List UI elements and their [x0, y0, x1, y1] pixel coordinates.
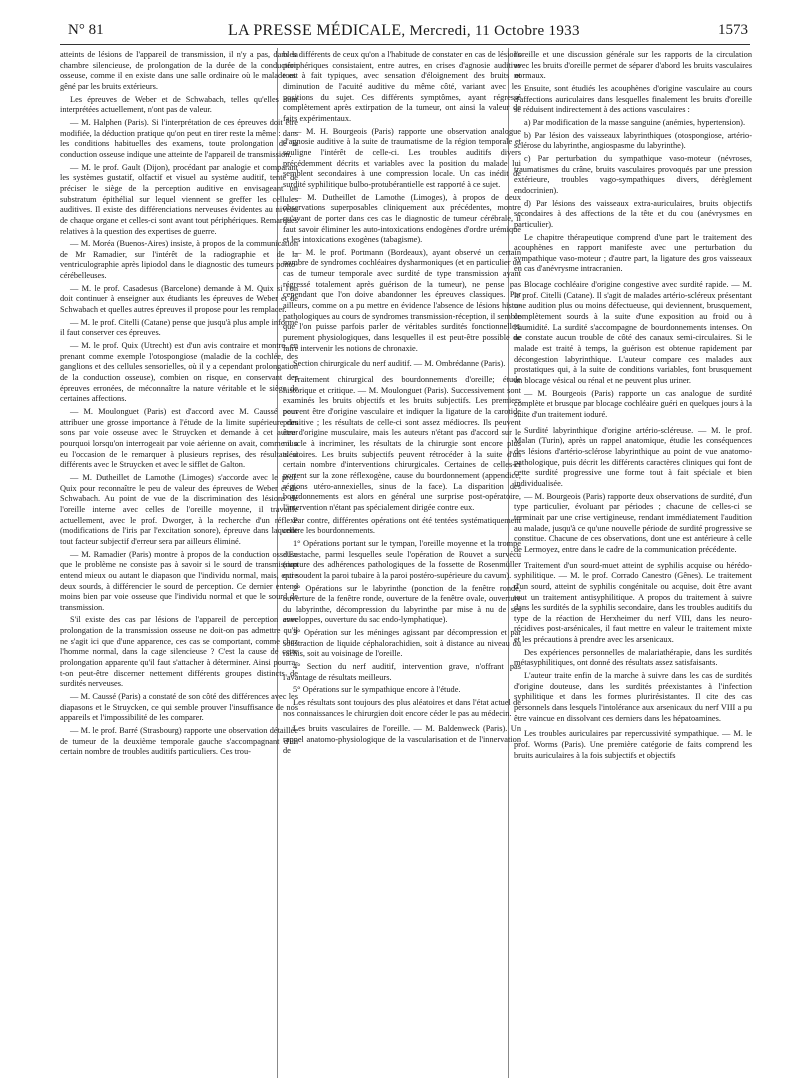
paragraph: L'auteur traite enfin de la marche à suivre dans les cas de surdités d'origine douteuse, dans les surdités préexistantes à l'infection syphilitique et dans les formes plurirésistantes. Il cite des cas personnels dans lesquels l'intolérance aux arsenicaux du nerf VIII a pu être vaincue en dissolvant ces derniers dans les hépatoamines. — [514, 671, 752, 723]
section-paragraph: Les troubles auriculaires par repercussivité sympathique. — M. le prof. Worms (Paris). Une première catégorie de faits comprend les bruits auriculaires à la fois subjectifs et objectifs — [514, 729, 752, 760]
text-column-2 — [283, 50, 521, 1080]
journal-title: LA PRESSE MÉDICALE — [228, 22, 402, 39]
section-paragraph: Les bruits vasculaires de l'oreille. — M. Baldenweck (Paris). Un rappel anatomo-physiologique de la vascularisation et de l'innervation de — [283, 724, 521, 755]
paragraph: — M. le prof. Casadesus (Barcelone) demande à M. Quix si l'on doit continuer à enseigner aux étudiants les épreuves de Weber et de Schwabach et quelles autres épreuves il propose pour les remplacer. — [60, 283, 298, 315]
paragraph: Des expériences personnelles de malariathérapie, dans les surdités métasyphilitiques, ont donné des résultats assez satisfaisants. — [514, 647, 752, 668]
paragraph: — M. le prof. Citelli (Catane) pense que jusqu'à plus ample informé il faut conserver ces épreuves. — [60, 317, 298, 338]
paragraph: Les épreuves de Weber et de Schwabach, telles qu'elles sont interprétées actuellement, n'ont pas de valeur. — [60, 94, 298, 115]
text-column-3 — [514, 50, 752, 1080]
list-item: 5° Opérations sur le sympathique encore à l'étude. — [293, 685, 461, 695]
paragraph: — M. Dutheillet de Lamothe (Limoges), à propos de deux observations superposables cliniquement aux précédentes, montre qu'avant de porter dans ces cas le diagnostic de tumeur cérébrale, il faut savoir éliminer les auto-intoxications endogènes d'ordre urémique et les intoxications exogènes (tabagisme). — [283, 192, 521, 245]
section-paragraph: Surdité labyrinthique d'origine artério-scléreuse. — M. le prof. Malan (Turin), après un rappel anatomique, étudie les conséquences des lésions d'artério-sclérose labyrinthique au point de vue anatomo-pathologique, puis décrit les différents caractères cliniques qui font de cette surdité progressive une forme tout à fait spéciale et bien individualisée. — [514, 425, 752, 488]
paragraph: — M. Bourgeois (Paris) rapporte un cas analogue de surdité complète et brusque par blocage cochléaire guéri en quelques jours à la suite d'un traitement ioduré. — [514, 388, 752, 419]
section-paragraph: Section chirurgicale du nerf auditif. — M. Ombrédanne (Paris). — [293, 359, 506, 369]
paragraph: — M. le prof. Barré (Strasbourg) rapporte une observation détaillée de tumeur de la deuxième temporale gauche s'accompagnant d'un certain nombre de troubles auditifs particuliers. Ces trou- — [60, 726, 298, 757]
section-paragraph: Blocage cochléaire d'origine congestive avec surdité rapide. — M. le prof. Citelli (Catane). Il s'agit de malades artério-scléreux présentant une audition plus ou moins défectueuse, qui deviennent, brusquement, complètement sourds à la suite d'une exposition au froid ou à l'humidité. La surdité s'accompagne de bourdonnements intenses. On ne constate aucun trouble de côté des canaux semi-circulaires. Si le malade est traité à temps, la guérison est obtenue rapidement par décongestion labyrinthique. L'auteur compare ces malades aux prostatiques qui, à la suite de conditions variables, font brusquement un blocage vésical ou rénal et ne peuvent plus uriner. — [514, 280, 752, 386]
paragraph: S'il existe des cas par lésions de l'appareil de perception avec prolongation de la transmission osseuse ne doit-on pas admettre qu'il ne s'agit ici que d'une apparence, ces cas se comportant, comme chez l'homme normal, dans la cage silencieuse ? C'est la cause de cette prolongation apparente qu'il faut s'attacher à déterminer. Ainsi pourra-t-on peut-être discerner nettement différents groupes distincts de surdités nerveuses. — [60, 615, 298, 689]
text-column-1 — [60, 50, 298, 1080]
paragraph: Ensuite, sont étudiés les acouphènes d'origine vasculaire au cours d'affections auriculaires dans lesquelles finalement les bruits d'oreille se réduisent indirectement à des actions vasculaires : — [514, 83, 752, 115]
paragraph: atteints de lésions de l'appareil de transmission, il n'y a pas, dans la chambre silencieuse, de prolongation de la durée de la conduction osseuse, comme il en existe dans une salle ordinaire où le malade est gêné par les bruits extérieurs. — [60, 50, 298, 91]
paragraph: — M. le prof. Gault (Dijon), procédant par analogie et comparant les systèmes gustatif, olfactif et visuel au système auditif, tente de préciser le siège de la perception auditive en envisageant un substratum épithélial sur lequel viennent se greffer les cellules auditives. Il existe des différenciations nerveuses évidentes au niveau de chaque organe et celles-ci sont avant tout périphériques. Remarques relatives à la question des expertises de guerre. — [60, 162, 298, 236]
list-item: b) Par lésion des vaisseaux labyrinthiques (otospongiose, artério-sclérose du labyrinthe, angiospasme du labyrinthe). — [514, 130, 752, 151]
list-item: 3° Opération sur les méninges agissant par décompression et par soustraction de liquide céphalorachidien, soit à distance au niveau du rachis, soit au voisinage de l'oreille. — [283, 628, 521, 659]
paragraph: Les résultats sont toujours des plus aléatoires et dans l'état actuel de nos connaissances le chirurgien doit encore céder le pas au médecin. — [283, 698, 521, 718]
page-number: 1573 — [718, 22, 748, 38]
paragraph: — M. le prof. Quix (Utrecht) est d'un avis contraire et montre, en prenant comme exemple l'otospongiose (maladie de la cochlée, des ganglions et des cellules sensorielles, où il y a cependant prolongation de la conduction osseuse), combien on risque, en conservant des épreuves erronées, de méconnaître la nature véritable et le siège de certaines affections. — [60, 341, 298, 404]
paragraph: — M. Caussé (Paris) a constaté de son côté des différences avec les diapasons et le Struycken, ce qui semble prouver l'insuffisance de nos appareils et l'impossibilité de les comparer. — [60, 692, 298, 723]
paragraph: — M. Halphen (Paris). Si l'interprétation de ces épreuves doit être modifiée, la déduction pratique qu'on peut en tirer reste la même : dans les conditions habituelles des examens, toute prolongation de la conduction osseuse indique une atteinte de l'appareil de transmission. — [60, 117, 298, 159]
paragraph: Le chapitre thérapeutique comprend d'une part le traitement des acouphènes en rapport manifeste avec une perturbation du sympathique vaso-moteur ; d'autre part, la ligature des gros vaisseaux en cas d'anévrysme intracranien. — [514, 232, 752, 274]
paragraph: — M. Dutheillet de Lamothe (Limoges) s'accorde avec le prof. Quix pour reconnaître le peu de valeur des épreuves de Weber et de Schwabach. Au point de vue de la discrimination des lésions de l'oreille interne avec celles de l'oreille moyenne, il travaille actuellement, avec le prof. Dworger, à la recherche d'un réflexe (modifications de l'iris par l'excitation sonore), épreuve dans laquelle tout facteur subjectif d'erreur sera par ailleurs éliminé. — [60, 472, 298, 546]
header-rule — [60, 44, 750, 45]
page-header — [68, 18, 748, 42]
paragraph: l'oreille et une discussion générale sur les rapports de la circulation avec les bruits d'oreille permet de séparer d'abord les bruits vasculaires normaux. — [514, 50, 752, 81]
section-paragraph: Traitement chirurgical des bourdonnements d'oreille; étude historique et critique. — M. Moulonguet (Paris). Successivement sont examinés les bruits objectifs et les bruits subjectifs. Les premiers peuvent être d'origine vasculaire et indiquer la ligature de la carotide primitive ; les résultats de celle-ci sont assez médiocres. Ils peuvent être d'origine musculaire, mais les auteurs n'étant pas d'accord sur le muscle à incriminer, les résultats de la chirurgie sont encore plus aléatoires. Les bruits subjectifs peuvent rétrocéder à la suite d'un certain nombre d'interventions chirurgicales. Certaines de celles-ci portent sur la zone réflexogène, cause du bourdonnement (appendice, régions utéro-annexielles, sinus de la face). La disparition des bourdonnements est alors en général une surprise post-opératoire, l'intervention n'étant pas spécialement dirigée contre eux. — [283, 375, 521, 512]
paragraph: Par contre, différentes opérations ont été tentées systématiquement contre les bourdonnements. — [283, 515, 521, 536]
paragraph: — M. Ramadier (Paris) montre à propos de la conduction osseuse que le problème ne consiste pas à savoir si le sourd de transmission entend mieux ou autant le diapason que l'individu normal, mais, entre deux sourds, à différencier le sourd de perception. Ce dernier entend moins bien par voie osseuse que l'individu normal et que le sourd de transmission. — [60, 549, 298, 612]
list-item: 1° Opérations portant sur le tympan, l'oreille moyenne et la trompe d'Eustache, parmi lesquelles seule l'opération de Rouvet a survécu (rupture des adhérences pathologiques de la fossette de Rosenmüller qui soudent la paroi tubaire à la paroi postéro-supérieure du cavum). — [283, 538, 521, 580]
list-item: d) Par lésions des vaisseaux extra-auriculaires, bruits objectifs secondaires à des affections de la tête et du cou (anévrysmes en particulier). — [514, 198, 752, 229]
list-item: a) Par modification de la masse sanguine (anémies, hypertension). — [524, 117, 746, 127]
paragraph: — M. Moréa (Buenos-Aires) insiste, à propos de la communication de Mr Ramadier, sur l'intérêt de la radiographie et de la ventriculographie après lipiodol dans le diagnostic des tumeurs ponto-cérébelleuses. — [60, 239, 298, 281]
paragraph: — M. H. Bourgeois (Paris) rapporte une observation analogue d'agnosie auditive à la suite de traumatisme de la région temporale et souligne l'intérêt de celle-ci. Les troubles auditifs divers précédemment décrits et variables avec la position du malade lui semblent secondaires à une compression locale. Un cas inédit de surdité syphilitique bulbo-protubérantielle est rapporté à ce sujet. — [283, 126, 521, 189]
issue-number: N° 81 — [68, 22, 104, 38]
issue-date: , Mercredi, 11 Octobre 1933 — [401, 23, 580, 39]
journal-masthead — [228, 22, 580, 40]
list-item: c) Par perturbation du sympathique vaso-moteur (névroses, traumatismes du crâne, bruits vasculaires provoqués par une pression extérieure, troubles vago-sympathiques divers, dérèglement endocrinien). — [514, 153, 752, 195]
paragraph: — M. le prof. Portmann (Bordeaux), ayant observé un certain nombre de syndromes cochléaires dysharmoniques (et en particulier un cas de tumeur temporale avec surdité de type transmission ayant régressé totalement après guérison de la tumeur), ne pense pas cependant que l'on doive abandonner les épreuves classiques. Par ailleurs, comme on a pu mettre en évidence l'absence de lésions histo-pathologiques au cours de syndromes transmission-réception, il semble que l'on puisse parfois parler de véritables surdités fonctionnelles, purement physiologiques, dans lesquelles il est peut-être possible de faire intervenir les notions de chronaxie. — [283, 247, 521, 353]
paragraph: — M. Moulonguet (Paris) est d'accord avec M. Caussé pour attribuer une grosse importance à l'étude de la limite supérieure des sons par voie osseuse avec le Struycken et demande à cet auteur pourquoi lorsqu'on interrogeait par voie aérienne on avait, comme il a eu l'occasion de le remarquer à plusieurs reprises, des résultats si différents avec le Struycken et avec le sifflet de Galton. — [60, 407, 298, 470]
paragraph: — M. Bourgeois (Paris) rapporte deux observations de surdité, d'un type particulier, évoluant par périodes ; chacune de celles-ci se terminait par une crise vertigineuse, rendant immédiatement l'audition au malade, jusqu'à ce qu'une nouvelle période de surdité progressive se constitue. Chacune de ces observations, dont une est antérieure à celle de Lermoyez, entre dans le cadre de la communication précédente. — [514, 491, 752, 554]
section-paragraph: Traitement d'un sourd-muet atteint de syphilis acquise ou hérédo-syphilitique. — M. le prof. Corrado Canestro (Gênes). Le traitement d'un sourd, atteint de syphilis congénitale ou acquise, doit être avant tout un traitement antisyphilitique. A propos du traitement à suivre dans les surdités de la syphilis secondaire, dans les troubles auditifs du type de la réaction de Herxheimer du nerf VIII, dans les neuro-récidives post-arsénicales, il faut mettre en valeur le traitement mixte et les précautions à prendre avec les arsenicaux. — [514, 560, 752, 645]
list-item: 4° Section du nerf auditif, intervention grave, n'offrant pas l'avantage de résultats meilleurs. — [283, 662, 521, 682]
list-item: 2° Opérations sur le labyrinthe (ponction de la fenêtre ronde, ouverture de la fenêtre ronde, ouverture de la fenêtre ovale, ouverture du labyrinthe, décompression du labyrinthe par mise à nu de ses enveloppes, ouverture du sac endo-lymphatique). — [283, 583, 521, 625]
paragraph: bles différents de ceux qu'on a l'habitude de constater en cas de lésions périphériques consistaient, entre autres, en crises d'agnosie auditive tout à fait typiques, avec sensation d'éloignement des bruits et diminution de l'acuité auditive du même côté, variant avec les positions du sujet. Ces différents symptômes, ayant régressé complètement après extirpation de la tumeur, ont ainsi la valeur de faits expérimentaux. — [283, 50, 521, 123]
